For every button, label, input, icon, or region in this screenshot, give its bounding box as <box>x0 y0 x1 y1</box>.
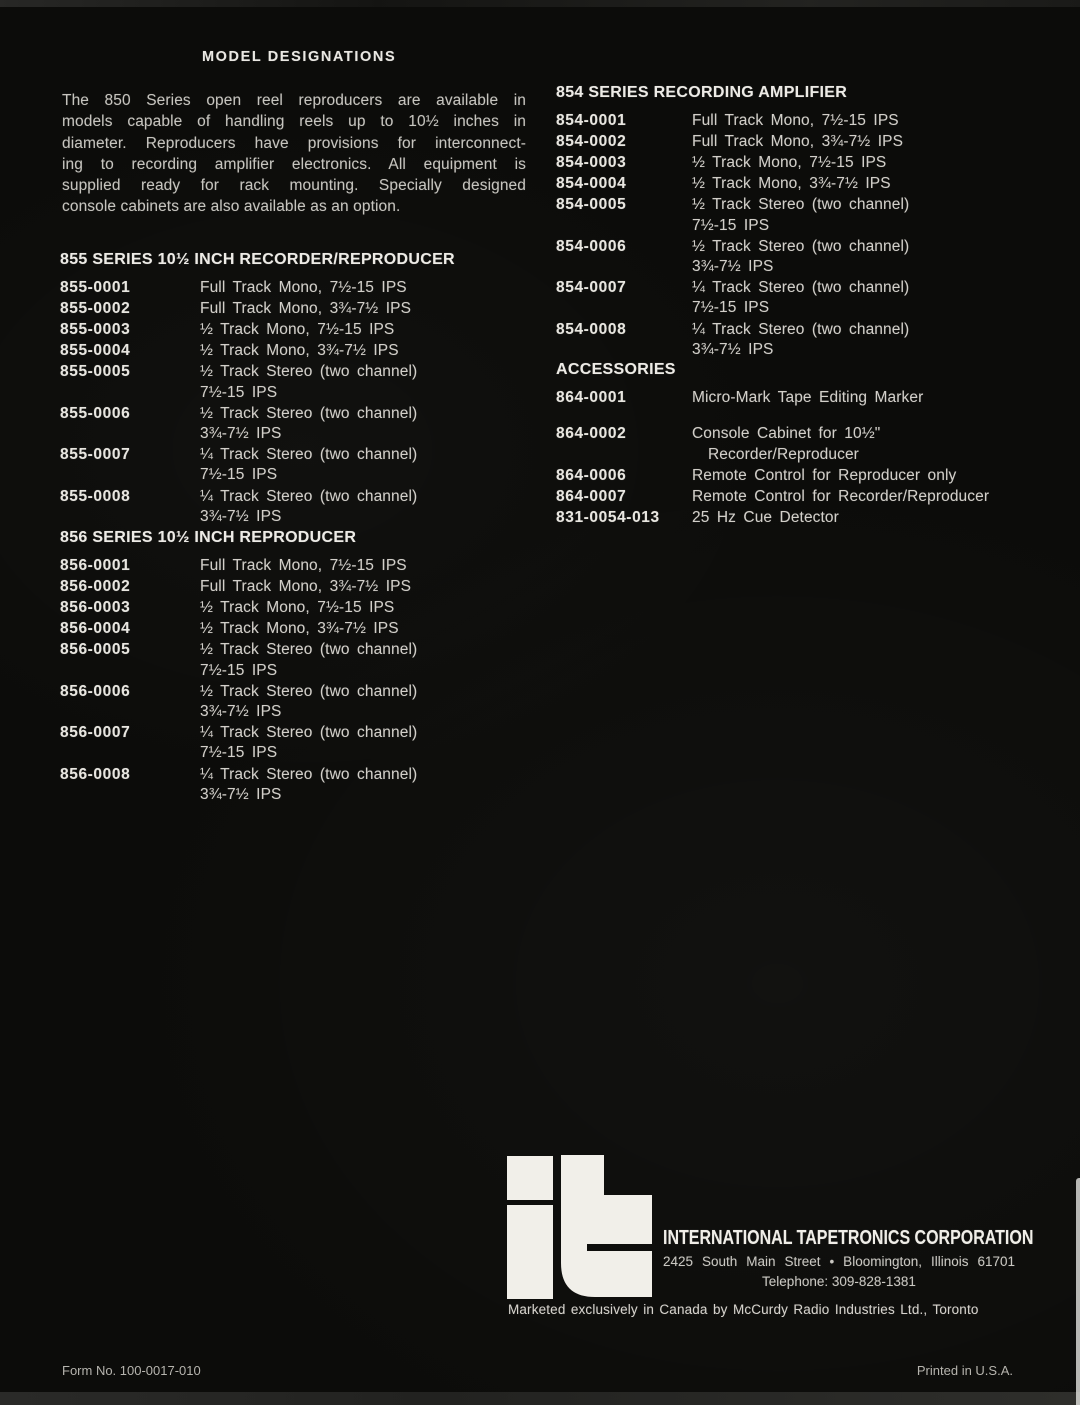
model-row <box>60 682 542 723</box>
model-row <box>556 466 1056 486</box>
it-logo-icon <box>507 1155 655 1306</box>
model-number: 856-0008 <box>60 765 131 783</box>
description-line: 3¾-7½ IPS <box>692 258 774 276</box>
model-description <box>692 278 909 319</box>
model-list <box>556 388 1056 528</box>
model-description <box>692 424 880 465</box>
model-row <box>60 487 542 528</box>
model-list <box>60 556 542 805</box>
description-line: Console Cabinet for 10½" <box>692 425 881 443</box>
model-number: 855-0005 <box>60 363 131 381</box>
intro-line: The 850 Series open reel reproducers are available in <box>62 92 526 109</box>
model-row <box>556 320 1056 361</box>
description-line: ½ Track Mono, 3¾-7½ IPS <box>200 620 399 638</box>
model-number: 856-0006 <box>60 682 131 700</box>
model-number: 855-0008 <box>60 487 131 505</box>
description-line: ½ Track Stereo (two channel) <box>200 641 418 659</box>
description-line: ¼ Track Stereo (two channel) <box>200 724 418 742</box>
model-description <box>692 195 909 236</box>
model-number: 854-0004 <box>556 175 627 193</box>
model-description <box>200 445 417 486</box>
logo-i-dot <box>507 1156 553 1200</box>
model-number: 856-0003 <box>60 599 131 617</box>
section-heading: 855 SERIES 10½ INCH RECORDER/REPRODUCER <box>60 251 455 268</box>
description-line: Full Track Mono, 7½-15 IPS <box>200 557 407 574</box>
description-line: Full Track Mono, 7½-15 IPS <box>200 279 407 296</box>
model-row <box>556 487 1056 507</box>
model-row <box>60 723 542 764</box>
description-line: ¼ Track Stereo (two channel) <box>692 320 910 338</box>
model-description <box>200 598 394 618</box>
model-number: 854-0008 <box>556 320 627 338</box>
scan-edge-top <box>0 0 1080 7</box>
model-description <box>200 619 399 639</box>
model-row <box>60 556 542 576</box>
model-number: 856-0001 <box>60 557 131 574</box>
intro-line: console cabinets are also available as an option. <box>62 198 401 216</box>
model-row <box>60 445 542 486</box>
model-row <box>556 111 1056 131</box>
model-row <box>556 424 1056 465</box>
logo-t-shape <box>561 1155 652 1297</box>
description-line: 3¾-7½ IPS <box>200 507 282 525</box>
intro-line: ing to recording amplifier electronics. All equipment is <box>62 155 526 173</box>
description-line: ½ Track Stereo (two channel) <box>692 237 910 255</box>
model-number: 854-0003 <box>556 154 627 172</box>
model-list <box>60 278 542 527</box>
model-description <box>200 341 399 361</box>
model-row <box>60 640 542 681</box>
model-row <box>60 765 542 806</box>
model-description <box>692 237 909 278</box>
model-description <box>692 132 903 152</box>
intro-line: supplied ready for rack mounting. Specially designed <box>62 177 526 195</box>
model-number: 831-0054-013 <box>556 508 660 526</box>
description-line: Full Track Mono, 3¾-7½ IPS <box>692 133 904 151</box>
description-line: Micro-Mark Tape Editing Marker <box>692 389 924 406</box>
model-row <box>556 132 1056 152</box>
model-number: 864-0007 <box>556 487 627 505</box>
model-number: 854-0002 <box>556 133 627 151</box>
model-row <box>60 362 542 403</box>
scan-edge-right <box>1076 1178 1080 1405</box>
model-row <box>556 508 1056 528</box>
model-row <box>556 237 1056 278</box>
model-row <box>556 153 1056 173</box>
section-heading: ACCESSORIES <box>556 361 676 378</box>
model-description <box>692 320 909 361</box>
description-line: Remote Control for Reproducer only <box>692 466 957 484</box>
description-line: ¼ Track Stereo (two channel) <box>200 765 418 783</box>
description-line: ¼ Track Stereo (two channel) <box>200 446 418 464</box>
printed-in-usa: Printed in U.S.A. <box>916 1363 1013 1378</box>
section-856-series <box>60 529 542 806</box>
model-number: 864-0002 <box>556 425 627 443</box>
description-line: 25 Hz Cue Detector <box>692 508 839 526</box>
description-line: Recorder/Reproducer <box>708 445 859 463</box>
description-line: 7½-15 IPS <box>200 744 278 762</box>
model-row <box>556 174 1056 194</box>
model-description <box>200 723 417 764</box>
model-description <box>692 388 923 408</box>
model-description <box>200 682 417 723</box>
model-row <box>556 195 1056 236</box>
description-line: ¼ Track Stereo (two channel) <box>692 279 910 297</box>
model-row <box>60 598 542 618</box>
model-description <box>200 640 417 681</box>
logo-i-stem <box>507 1205 553 1299</box>
description-line: Full Track Mono, 7½-15 IPS <box>692 112 899 129</box>
description-line: ½ Track Stereo (two channel) <box>692 196 910 214</box>
model-description <box>200 299 411 319</box>
description-line: Full Track Mono, 3¾-7½ IPS <box>200 578 412 596</box>
company-phone: Telephone: 309-828-1381 <box>762 1274 916 1289</box>
canada-distribution-note: Marketed exclusively in Canada by McCurdy Radio Industries Ltd., Toronto <box>508 1302 979 1317</box>
model-number: 854-0006 <box>556 237 627 255</box>
form-number: Form No. 100-0017-010 <box>62 1363 201 1378</box>
model-description <box>200 320 394 340</box>
page-title: MODEL DESIGNATIONS <box>202 49 397 65</box>
scan-edge-bottom <box>0 1392 1080 1405</box>
description-line: 3¾-7½ IPS <box>692 340 774 358</box>
company-name: INTERNATIONAL TAPETRONICS CORPORATION <box>663 1227 1034 1249</box>
model-number: 855-0002 <box>60 300 131 318</box>
description-line: Remote Control for Recorder/Reproducer <box>692 487 990 505</box>
model-description <box>200 577 411 597</box>
model-number: 855-0006 <box>60 404 131 422</box>
model-description <box>692 153 886 173</box>
model-list <box>556 111 1056 360</box>
model-number: 864-0001 <box>556 389 627 406</box>
description-line: ½ Track Mono, 7½-15 IPS <box>200 321 395 339</box>
model-row <box>556 388 1056 408</box>
description-line: 3¾-7½ IPS <box>200 425 282 443</box>
model-row <box>556 278 1056 319</box>
intro-paragraph <box>62 90 526 218</box>
model-row <box>60 320 542 340</box>
description-line: 7½-15 IPS <box>200 466 278 484</box>
description-line: 7½-15 IPS <box>200 661 278 679</box>
intro-line: diameter. Reproducers have provisions for interconnect- <box>62 134 526 152</box>
section-854-series <box>556 84 1056 361</box>
description-line: 3¾-7½ IPS <box>200 785 282 803</box>
model-number: 864-0006 <box>556 466 627 484</box>
description-line: 7½-15 IPS <box>692 216 770 234</box>
model-number: 856-0007 <box>60 724 131 742</box>
model-number: 854-0001 <box>556 112 627 129</box>
description-line: 7½-15 IPS <box>692 299 770 317</box>
model-description <box>692 111 899 131</box>
description-line: ½ Track Stereo (two channel) <box>200 404 418 422</box>
model-description <box>200 362 417 403</box>
company-block <box>663 1227 1034 1289</box>
model-number: 854-0005 <box>556 196 627 214</box>
model-number: 854-0007 <box>556 279 627 297</box>
model-row <box>60 404 542 445</box>
model-description <box>692 508 839 528</box>
section-heading: 856 SERIES 10½ INCH REPRODUCER <box>60 529 357 546</box>
model-description <box>200 404 417 445</box>
model-row <box>60 278 542 298</box>
section-heading: 854 SERIES RECORDING AMPLIFIER <box>556 84 848 101</box>
model-description <box>692 174 891 194</box>
description-line: ½ Track Mono, 3¾-7½ IPS <box>692 175 891 193</box>
description-line: ½ Track Mono, 7½-15 IPS <box>692 154 887 172</box>
model-row <box>60 619 542 639</box>
section-accessories <box>556 361 1056 529</box>
model-description <box>200 487 417 528</box>
model-row <box>60 577 542 597</box>
model-number: 855-0001 <box>60 279 131 296</box>
section-855-series <box>60 251 542 528</box>
description-line: ½ Track Stereo (two channel) <box>200 682 418 700</box>
model-row <box>60 299 542 319</box>
company-address: 2425 South Main Street • Bloomington, Illinois 61701 <box>663 1254 1015 1269</box>
intro-line: models capable of handling reels up to 10½ inches in <box>62 113 526 131</box>
model-description <box>200 765 417 806</box>
model-number: 855-0003 <box>60 321 131 339</box>
description-line: ¼ Track Stereo (two channel) <box>200 487 418 505</box>
model-description <box>200 278 407 298</box>
model-row <box>60 341 542 361</box>
model-description <box>692 466 956 486</box>
description-line: ½ Track Mono, 7½-15 IPS <box>200 599 395 617</box>
model-number: 856-0004 <box>60 620 131 638</box>
model-description <box>200 556 407 576</box>
description-line: ½ Track Mono, 3¾-7½ IPS <box>200 342 399 360</box>
description-line: 3¾-7½ IPS <box>200 703 282 721</box>
model-number: 855-0007 <box>60 446 131 464</box>
model-description <box>692 487 989 507</box>
model-number: 855-0004 <box>60 342 131 360</box>
model-number: 856-0005 <box>60 641 131 659</box>
description-line: 7½-15 IPS <box>200 383 278 401</box>
model-number: 856-0002 <box>60 578 131 596</box>
description-line: ½ Track Stereo (two channel) <box>200 363 418 381</box>
description-line: Full Track Mono, 3¾-7½ IPS <box>200 300 412 318</box>
